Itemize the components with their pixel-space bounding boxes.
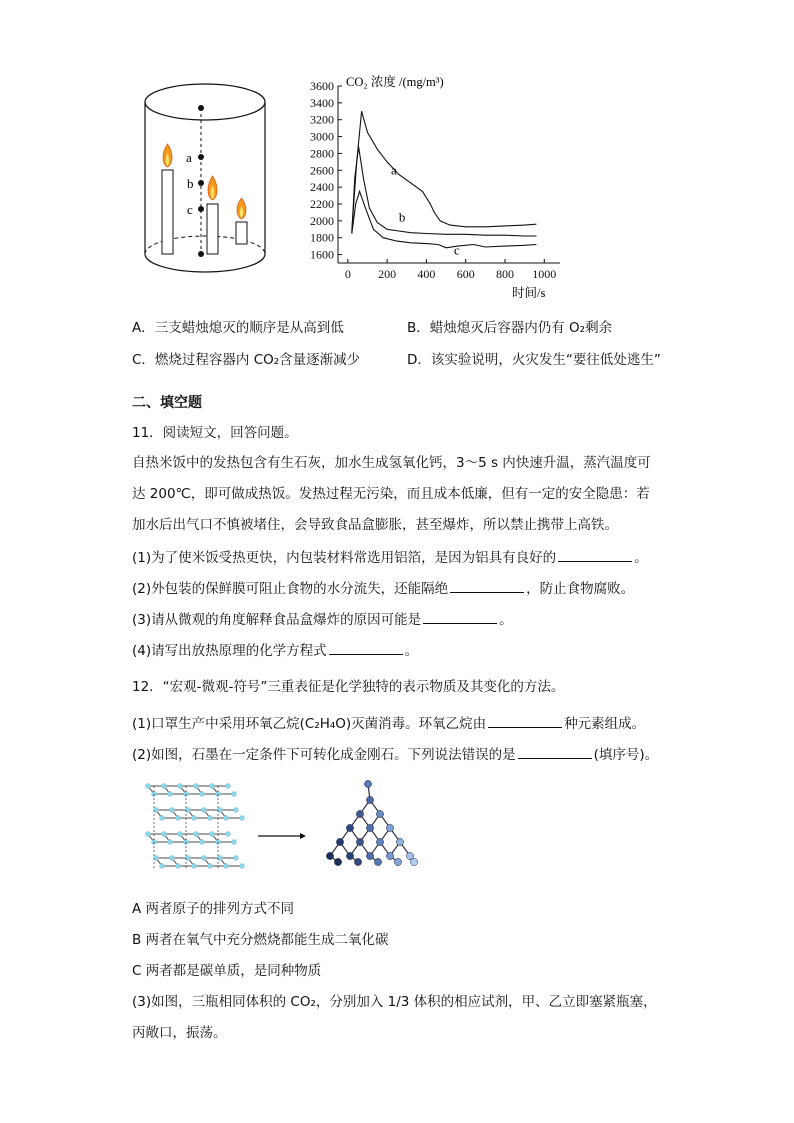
diamond-structure xyxy=(326,780,417,865)
chart-y-tick-label: 2200 xyxy=(310,197,334,211)
q12-stem: 12．“宏观-微观-符号”三重表征是化学独特的表示物质及其变化的方法。 xyxy=(132,679,565,695)
diamond-atom xyxy=(394,858,401,865)
graphite-structure xyxy=(146,784,245,869)
graphite-atom xyxy=(202,856,207,861)
q12-sub-2-end: (填序号)。 xyxy=(593,747,659,763)
q11-answer-blank-4[interactable] xyxy=(329,640,403,655)
diamond-atom xyxy=(336,838,343,845)
chart-y-tick-label: 2800 xyxy=(310,146,334,161)
q12-choice-c[interactable]: C 两者都是碳单质，是同种物质 xyxy=(132,963,322,979)
graphite-atom xyxy=(170,856,175,861)
arrow-icon xyxy=(258,833,306,839)
diamond-atom xyxy=(374,858,381,865)
chart-y-tick-label: 1800 xyxy=(310,230,334,245)
graphite-atom xyxy=(194,832,199,837)
q11-passage-line-2: 达 200℃，即可做成热饭。发热过程无污染，而且成本低廉，但有一定的安全隐患：若 xyxy=(132,486,650,502)
q12-choice-b[interactable]: B 两者在氧气中充分燃烧都能生成二氧化碳 xyxy=(132,932,389,948)
chart-y-tick-label: 3200 xyxy=(310,112,334,127)
section-title: 二、填空题 xyxy=(132,395,202,411)
graphite-atom xyxy=(202,808,207,813)
q11-sub-4 xyxy=(132,640,418,660)
graphite-atom xyxy=(178,832,183,837)
q11-sub-3-text: (3)请从微观的角度解释食品盒爆炸的原因可能是 xyxy=(132,612,422,628)
q11-sub-2 xyxy=(132,578,634,598)
diamond-atom xyxy=(354,858,361,865)
graphite-atom xyxy=(146,784,151,789)
q12-answer-blank-2[interactable] xyxy=(518,744,592,759)
q12-sub-2 xyxy=(132,744,658,764)
chart-y-tick-label: 2000 xyxy=(310,213,334,228)
graphite-to-diamond-figure xyxy=(140,778,430,878)
graphite-atom xyxy=(232,792,237,797)
q11-sub-1-end: 。 xyxy=(634,550,648,566)
q12-sub-1-end: 种元素组成。 xyxy=(564,716,646,732)
q11-passage-line-1: 自热米饭中的发热包含有生石灰，加水生成氢氧化钙，3～5 s 内快速升温，蒸汽温度可 xyxy=(132,455,651,471)
chart-x-tick-label: 0 xyxy=(344,267,351,281)
graphite-atom xyxy=(194,784,199,789)
chart-series-line-c xyxy=(352,191,537,247)
q11-answer-blank-2[interactable] xyxy=(450,578,524,593)
graphite-atom xyxy=(200,792,205,797)
q11-passage-line-3: 加水后出气口不慎被堵住，会导致食品盒膨胀，甚至爆炸，所以禁止携带上高铁。 xyxy=(132,517,618,533)
q12-sub-3-line-2: 丙敞口，振荡。 xyxy=(132,1025,227,1041)
candle-label-b: b xyxy=(187,176,194,191)
graphite-atom xyxy=(168,792,173,797)
q11-sub-4-end: 。 xyxy=(404,643,419,659)
chart-y-tick-label: 3400 xyxy=(310,95,334,110)
chart-x-tick-label: 200 xyxy=(378,267,397,281)
diamond-atom xyxy=(366,796,373,803)
graphite-atom xyxy=(240,816,245,821)
option-b[interactable]: B．蜡烛熄灭后容器内仍有 O₂剩余 xyxy=(407,320,613,336)
graphite-atom xyxy=(232,840,237,845)
chart-x-tick-label: 600 xyxy=(456,267,475,281)
q11-sub-3-end: 。 xyxy=(499,612,513,628)
graphite-atom xyxy=(200,840,205,845)
q12-sub-1-text: (1)口罩生产中采用环氧乙烷(C₂H₄O)灭菌消毒。环氧乙烷由 xyxy=(132,716,487,732)
chart-y-axis-label: CO₂ 浓度 /(mg/m³) xyxy=(346,75,444,89)
q11-sub-3 xyxy=(132,609,513,629)
graphite-atom xyxy=(240,864,245,869)
graphite-atom xyxy=(162,784,167,789)
chart-series-label-a: a xyxy=(391,162,397,178)
chart-x-tick-label: 400 xyxy=(417,267,436,281)
option-d[interactable]: D．该实验说明，火灾发生“要往低处逃生” xyxy=(407,352,661,368)
candle-label-a: a xyxy=(186,150,192,165)
chart-y-tick-label: 1600 xyxy=(310,247,334,262)
diamond-atom xyxy=(356,838,363,845)
graphite-atom xyxy=(234,808,239,813)
graphite-atom xyxy=(224,864,229,869)
q11-sub-2-end: ，防止食物腐败。 xyxy=(526,581,635,597)
chart-y-tick-label: 2600 xyxy=(310,163,334,178)
chart-y-tick-label: 3600 xyxy=(310,79,334,93)
graphite-atom xyxy=(224,816,229,821)
diamond-atom xyxy=(334,858,341,865)
chart-series-line-a xyxy=(352,111,537,231)
diamond-atom xyxy=(386,824,393,831)
chart-series-label-c: c xyxy=(453,242,460,258)
chart-y-tick-label: 3000 xyxy=(310,129,334,144)
diamond-atom xyxy=(376,838,383,845)
graphite-atom xyxy=(162,832,167,837)
chart-x-tick-label: 800 xyxy=(495,267,514,281)
candle-cylinder-figure xyxy=(138,78,273,288)
diamond-atom xyxy=(366,852,373,859)
diamond-atom xyxy=(364,780,371,787)
diamond-atom xyxy=(346,824,353,831)
q11-answer-blank-1[interactable] xyxy=(558,547,632,562)
q12-sub-2-text: (2)如图，石墨在一定条件下可转化成金刚石。下列说法错误的是 xyxy=(132,747,516,763)
graphite-atom xyxy=(160,816,165,821)
q11-sub-1 xyxy=(132,547,648,567)
graphite-atom xyxy=(178,784,183,789)
q11-stem: 11．阅读短文，回答问题。 xyxy=(132,425,298,441)
diamond-atom xyxy=(356,810,363,817)
diamond-atom xyxy=(326,852,333,859)
graphite-atom xyxy=(192,816,197,821)
diamond-atom xyxy=(366,824,373,831)
diamond-atom xyxy=(410,858,417,865)
q11-sub-4-text: (4)请写出放热原理的化学方程式 xyxy=(132,643,327,659)
graphite-atom xyxy=(234,856,239,861)
graphite-atom xyxy=(176,816,181,821)
q12-answer-blank-1[interactable] xyxy=(488,713,562,728)
co2-concentration-chart xyxy=(290,70,580,305)
candle-label-c: c xyxy=(187,202,193,217)
q12-choice-a[interactable]: A 两者原子的排列方式不同 xyxy=(132,901,295,917)
graphite-atom xyxy=(208,816,213,821)
chart-x-axis-label: 时间/s xyxy=(512,286,546,300)
graphite-atom xyxy=(146,832,151,837)
graphite-atom xyxy=(170,808,175,813)
chart-y-tick-label: 2400 xyxy=(310,180,334,195)
graphite-atom xyxy=(160,864,165,869)
graphite-atom xyxy=(176,864,181,869)
q12-sub-3-line-1: (3)如图，三瓶相同体积的 CO₂，分别加入 1/3 体积的相应试剂，甲、乙立即塞紧瓶塞， xyxy=(132,994,657,1010)
graphite-atom xyxy=(226,832,231,837)
graphite-atom xyxy=(210,832,215,837)
option-a[interactable]: A．三支蜡烛熄灭的顺序是从高到低 xyxy=(132,320,344,336)
graphite-atom xyxy=(208,864,213,869)
option-c[interactable]: C．燃烧过程容器内 CO₂含量逐渐减少 xyxy=(132,352,361,368)
q12-sub-1 xyxy=(132,713,645,733)
diamond-atom xyxy=(346,852,353,859)
q11-answer-blank-3[interactable] xyxy=(423,609,497,624)
graphite-atom xyxy=(168,840,173,845)
graphite-atom xyxy=(226,784,231,789)
diamond-atom xyxy=(396,838,403,845)
graphite-atom xyxy=(192,864,197,869)
q11-sub-2-text: (2)外包装的保鲜膜可阻止食物的水分流失，还能隔绝 xyxy=(132,581,449,597)
chart-series-label-b: b xyxy=(398,209,406,225)
graphite-atom xyxy=(210,784,215,789)
q11-sub-1-text: (1)为了使米饭受热更快，内包装材料常选用铝箔，是因为铝具有良好的 xyxy=(132,550,557,566)
diamond-atom xyxy=(386,852,393,859)
diamond-atom xyxy=(376,810,383,817)
chart-x-tick-label: 1000 xyxy=(532,267,557,281)
